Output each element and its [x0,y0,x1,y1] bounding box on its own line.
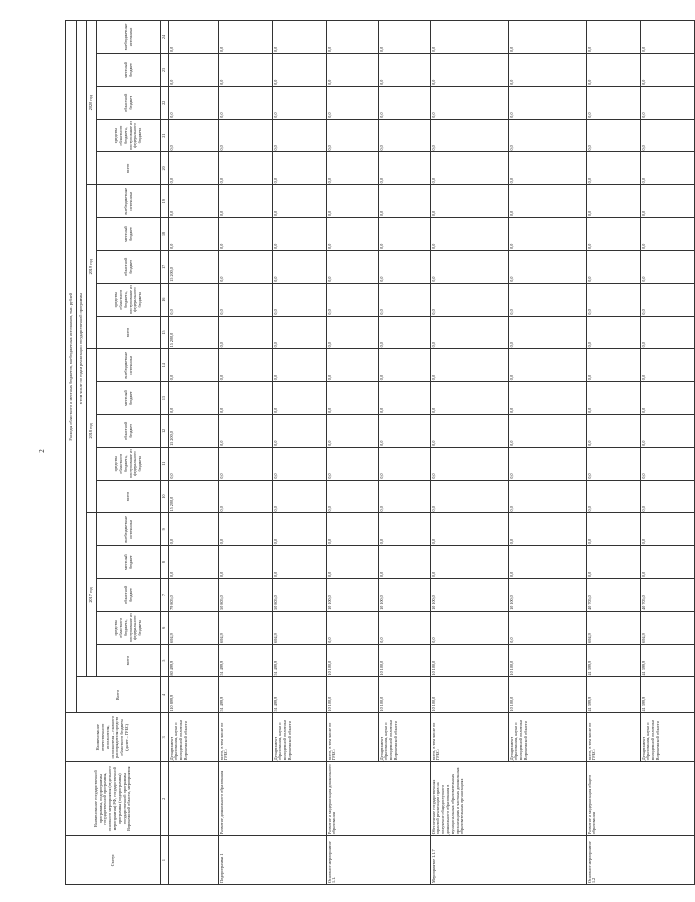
value-cell: 0,0 [431,447,509,480]
value-cell: 10 100,0 [327,579,379,612]
column-number: 11 [161,447,169,480]
value-cell: 0,0 [587,447,641,480]
value-cell: 0,0 [219,86,273,119]
value-cell: 79 805,0 [169,579,219,612]
value-cell: 0,0 [587,349,641,382]
value-cell: 0,0 [379,283,431,316]
value-cell: 0,0 [509,349,587,382]
column-number: 20 [161,152,169,185]
value-cell: 0,0 [273,447,327,480]
value-cell: 0,0 [327,480,379,513]
value-cell: 0,0 [509,86,587,119]
value-cell: 0,0 [219,415,273,448]
value-cell: 15 200,0 [169,415,219,448]
value-cell: 0,0 [219,119,273,152]
value-cell: 0,0 [327,152,379,185]
budget-table [65,20,695,885]
value-cell: 0,0 [273,382,327,415]
value-cell: 51 499,9 [219,644,273,677]
value-cell: 0,0 [431,316,509,349]
column-number: 7 [161,579,169,612]
value-cell: 0,0 [587,546,641,579]
value-cell: 40 705,0 [587,579,641,612]
status-cell: Подпрограмма 1 [219,836,327,885]
value-cell: 10 100,0 [431,644,509,677]
program-name-cell: Развитие и модернизация дошкольного образования [327,762,431,836]
value-cell: 10 100,0 [431,579,509,612]
value-cell: 0,0 [379,218,431,251]
value-cell: 0,0 [379,21,431,54]
value-cell: 0,0 [379,250,431,283]
header-year-2017: 2017 год [87,513,97,677]
value-cell: 0,0 [379,480,431,513]
value-cell: 0,0 [431,480,509,513]
value-cell: 0,0 [431,415,509,448]
value-cell: 0,0 [379,185,431,218]
value-cell: 0,0 [219,250,273,283]
value-cell: 0,0 [509,546,587,579]
value-cell: 51 499,9 [219,677,273,713]
column-number: 6 [161,611,169,644]
column-number: 21 [161,119,169,152]
value-cell: 0,0 [509,218,587,251]
value-cell: 0,0 [587,185,641,218]
value-cell: 0,0 [327,54,379,87]
value-cell: 0,0 [509,415,587,448]
header-executor: Наименование ответственного исполнителя, исполнителя – главного распорядителя средств областного бюджета (далее – ГРБС) [66,713,161,762]
value-cell: 110 899,9 [169,677,219,713]
value-cell: 0,0 [641,480,695,513]
value-cell: 694,9 [219,611,273,644]
value-cell: 0,0 [327,349,379,382]
header-program-name: Наименование государственной программы, подпрограммы государственной программы, основного мероприятия (отдельного мероприятия) РФ, государственной программы (подпрограммы) государственной программы Воронежской области, мероприятия [66,762,161,836]
value-cell: 0,0 [169,54,219,87]
value-cell: 694,9 [587,611,641,644]
value-cell: 694,9 [169,611,219,644]
value-cell: 0,0 [641,447,695,480]
table-row [327,21,379,885]
value-cell: 0,0 [587,54,641,87]
value-cell: 0,0 [219,382,273,415]
value-cell: 0,0 [431,152,509,185]
header-extra-2: внебюджетные источники [97,185,161,218]
header-all-3: всего [97,152,161,185]
table-row [169,21,219,885]
value-cell: 0,0 [169,546,219,579]
status-cell: Мероприятие 1.1.7 [431,836,587,885]
value-cell: 0,0 [379,119,431,152]
value-cell: 0,0 [169,218,219,251]
value-cell: 0,0 [641,513,695,546]
table-row [219,21,273,885]
executor-cell: всего, в том числе по ГРБС: [327,713,379,762]
value-cell: 0,0 [327,250,379,283]
value-cell: 0,0 [509,54,587,87]
value-cell: 0,0 [641,86,695,119]
column-number: 13 [161,382,169,415]
value-cell: 0,0 [169,152,219,185]
value-cell: 0,0 [431,185,509,218]
value-cell: 50 805,0 [273,579,327,612]
value-cell: 0,0 [219,54,273,87]
header-all-0: всего [97,644,161,677]
value-cell: 0,0 [327,218,379,251]
value-cell: 0,0 [587,382,641,415]
value-cell: 0,0 [219,21,273,54]
value-cell: 0,0 [273,250,327,283]
value-cell: 0,0 [587,480,641,513]
executor-cell: всего, в том числе по ГРБС: [587,713,641,762]
value-cell: 0,0 [641,316,695,349]
value-cell: 0,0 [379,382,431,415]
value-cell: 0,0 [273,86,327,119]
header-regional-0: областной бюджет [97,579,161,612]
value-cell: 0,0 [431,86,509,119]
value-cell: 0,0 [273,21,327,54]
value-cell: 0,0 [327,283,379,316]
status-cell: Основное мероприятие 1.2 [587,836,695,885]
value-cell: 15 200,0 [169,316,219,349]
value-cell: 0,0 [431,382,509,415]
table-row [273,21,327,885]
value-cell: 0,0 [641,21,695,54]
table-row [379,21,431,885]
value-cell: 10 100,0 [379,579,431,612]
value-cell: 0,0 [587,415,641,448]
value-cell: 0,0 [327,611,379,644]
value-cell: 0,0 [219,283,273,316]
value-cell: 0,0 [641,218,695,251]
value-cell: 0,0 [509,316,587,349]
header-extra-3: внебюджетные источники [97,21,161,54]
value-cell: 0,0 [509,447,587,480]
table-row [587,21,641,885]
value-cell: 0,0 [509,152,587,185]
column-number: 10 [161,480,169,513]
value-cell: 0,0 [169,513,219,546]
value-cell: 0,0 [273,54,327,87]
value-cell: 0,0 [219,185,273,218]
value-cell: 41 399,9 [587,677,641,713]
value-cell: 0,0 [379,611,431,644]
value-cell: 0,0 [431,611,509,644]
value-cell: 0,0 [273,218,327,251]
column-number: 24 [161,21,169,54]
value-cell: 0,0 [641,152,695,185]
value-cell: 0,0 [587,86,641,119]
value-cell: 0,0 [509,382,587,415]
value-cell: 0,0 [273,480,327,513]
value-cell: 0,0 [641,185,695,218]
header-all-2: всего [97,316,161,349]
value-cell: 0,0 [219,349,273,382]
executor-cell: Департамент образования, науки и молодежной политики Воронежской области [273,713,327,762]
value-cell: 0,0 [327,546,379,579]
status-cell [169,836,219,885]
header-regional-3: областной бюджет [97,86,161,119]
column-number: 9 [161,513,169,546]
value-cell: 0,0 [273,349,327,382]
executor-cell: всего, в том числе по ГРБС: [431,713,509,762]
value-cell: 0,0 [379,447,431,480]
value-cell: 0,0 [509,611,587,644]
value-cell: 0,0 [169,382,219,415]
value-cell: 0,0 [169,119,219,152]
header-extra-1: внебюджетные источники [97,349,161,382]
value-cell: 0,0 [641,119,695,152]
column-number: 17 [161,250,169,283]
value-cell: 0,0 [509,185,587,218]
program-name-cell: Развитие и модернизация общего образования [587,762,695,836]
table-row [431,21,509,885]
value-cell: 0,0 [273,119,327,152]
value-cell: 0,0 [587,316,641,349]
header-year-2018: 2018 год [87,349,97,513]
value-cell: 41 399,9 [587,644,641,677]
value-cell: 10 100,0 [431,677,509,713]
program-name-cell: Развитие дошкольного образования [219,762,327,836]
header-local-3: местный бюджет [97,54,161,87]
header-federal-0: средства областного бюджета, поступившие из федерального бюджета [97,611,161,644]
page-number: 2 [37,449,46,453]
value-cell: 10 100,0 [327,677,379,713]
value-cell: 51 499,9 [273,677,327,713]
value-cell: 0,0 [273,513,327,546]
value-cell: 0,0 [431,349,509,382]
column-number: 23 [161,54,169,87]
value-cell: 0,0 [431,119,509,152]
value-cell: 0,0 [641,250,695,283]
column-number: 18 [161,218,169,251]
value-cell: 0,0 [587,119,641,152]
value-cell: 0,0 [509,480,587,513]
value-cell: 0,0 [587,218,641,251]
value-cell: 0,0 [379,546,431,579]
header-federal-2: средства областного бюджета, поступившие из федерального бюджета [97,283,161,316]
value-cell: 80 499,9 [169,644,219,677]
header-local-0: местный бюджет [97,546,161,579]
value-cell: 0,0 [431,513,509,546]
column-number: 19 [161,185,169,218]
value-cell: 0,0 [509,250,587,283]
program-name-cell: Обеспечение государственных гарантий реализации прав на получение общедоступного дошкольного образования в муниципальных образовательных организациях и частных дошкольных образовательных организациях [431,762,587,836]
value-cell: 10 100,0 [379,644,431,677]
value-cell: 0,0 [169,349,219,382]
value-cell: 0,0 [641,349,695,382]
value-cell: 0,0 [509,513,587,546]
value-cell: 0,0 [509,283,587,316]
value-cell: 0,0 [169,21,219,54]
header-all-1: всего [97,480,161,513]
value-cell: 0,0 [641,415,695,448]
value-cell: 0,0 [273,415,327,448]
value-cell: 0,0 [431,250,509,283]
column-number: 16 [161,283,169,316]
value-cell: 0,0 [327,119,379,152]
value-cell: 0,0 [379,86,431,119]
value-cell: 0,0 [327,316,379,349]
value-cell: 0,0 [273,283,327,316]
value-cell: 0,0 [327,447,379,480]
column-number: 8 [161,546,169,579]
value-cell: 0,0 [509,21,587,54]
column-number: 4 [161,677,169,713]
value-cell: 0,0 [169,447,219,480]
executor-cell: Департамент образования, науки и молодежной политики Воронежской области [379,713,431,762]
value-cell: 0,0 [379,513,431,546]
value-cell: 40 705,0 [641,579,695,612]
table-row [509,21,587,885]
value-cell: 0,0 [219,447,273,480]
value-cell: 0,0 [509,119,587,152]
value-cell: 0,0 [431,218,509,251]
value-cell: 0,0 [431,21,509,54]
status-cell: Основное мероприятие 1.1. [327,836,431,885]
column-number: 15 [161,316,169,349]
column-number: 22 [161,86,169,119]
header-implementation: в том числе по годам реализации государственной программы [77,21,87,678]
header-federal-1: средства областного бюджета, поступившие из федерального бюджета [97,447,161,480]
value-cell: 0,0 [431,54,509,87]
header-status: Статус [66,836,161,885]
column-number: 1 [161,836,169,885]
value-cell: 0,0 [641,382,695,415]
value-cell: 694,9 [273,611,327,644]
value-cell: 0,0 [327,513,379,546]
value-cell: 0,0 [641,546,695,579]
value-cell: 50 805,0 [219,579,273,612]
column-number: 12 [161,415,169,448]
value-cell: 10 100,0 [509,579,587,612]
value-cell: 0,0 [327,185,379,218]
executor-cell: Департамент образования, науки и молодежной политики Воронежской области [169,713,219,762]
executor-cell: всего, в том числе по ГРБС: [219,713,273,762]
value-cell: 0,0 [327,86,379,119]
value-cell: 0,0 [587,21,641,54]
value-cell: 0,0 [431,283,509,316]
value-cell: 694,9 [641,611,695,644]
value-cell: 0,0 [273,546,327,579]
rotated-table-container [65,20,660,885]
value-cell: 0,0 [587,283,641,316]
value-cell: 0,0 [587,152,641,185]
value-cell: 0,0 [273,185,327,218]
column-number: 3 [161,713,169,762]
value-cell: 0,0 [219,316,273,349]
value-cell: 0,0 [219,513,273,546]
value-cell: 0,0 [219,218,273,251]
header-federal-3: средства областного бюджета, поступившие из федерального бюджета [97,119,161,152]
value-cell: 0,0 [379,349,431,382]
value-cell: 51 499,9 [273,644,327,677]
header-regional-2: областной бюджет [97,250,161,283]
value-cell: 0,0 [379,415,431,448]
value-cell: 15 200,0 [169,250,219,283]
value-cell: 0,0 [219,546,273,579]
value-cell: 0,0 [587,513,641,546]
value-cell: 0,0 [641,283,695,316]
value-cell: 0,0 [327,415,379,448]
header-local-1: местный бюджет [97,382,161,415]
executor-cell: Департамент образования, науки и молодежной политики Воронежской области [509,713,587,762]
value-cell: 10 100,0 [509,677,587,713]
column-number: 2 [161,762,169,836]
header-extra-0: внебюджетные источники [97,513,161,546]
value-cell: 0,0 [379,54,431,87]
header-local-2: местный бюджет [97,218,161,251]
value-cell: 0,0 [641,54,695,87]
value-cell: 0,0 [431,546,509,579]
value-cell: 0,0 [169,283,219,316]
value-cell: 0,0 [219,152,273,185]
table-row [641,21,695,885]
value-cell: 0,0 [273,316,327,349]
value-cell: 0,0 [219,480,273,513]
value-cell: 0,0 [379,152,431,185]
header-year-2019: 2019 год [87,185,97,349]
value-cell: 0,0 [327,21,379,54]
value-cell: 0,0 [169,86,219,119]
value-cell: 15 200,0 [169,480,219,513]
value-cell: 0,0 [379,316,431,349]
value-cell: 10 100,0 [509,644,587,677]
value-cell: 0,0 [169,185,219,218]
header-regional-1: областной бюджет [97,415,161,448]
column-number: 5 [161,644,169,677]
header-expenses-title: Расходы областного и местных бюджетов, внебюджетных источников, тыс. рублей [66,21,77,713]
program-name-cell [169,762,219,836]
header-year-2020: 2020 год [87,21,97,185]
value-cell: 0,0 [273,152,327,185]
value-cell: 0,0 [327,382,379,415]
value-cell: 10 100,0 [327,644,379,677]
value-cell: 0,0 [587,250,641,283]
value-cell: 41 399,9 [641,677,695,713]
value-cell: 41 399,9 [641,644,695,677]
column-number: 14 [161,349,169,382]
executor-cell: Департамент образования, науки и молодежной политики Воронежской области [641,713,695,762]
header-total: Всего [77,677,161,713]
value-cell: 10 100,0 [379,677,431,713]
